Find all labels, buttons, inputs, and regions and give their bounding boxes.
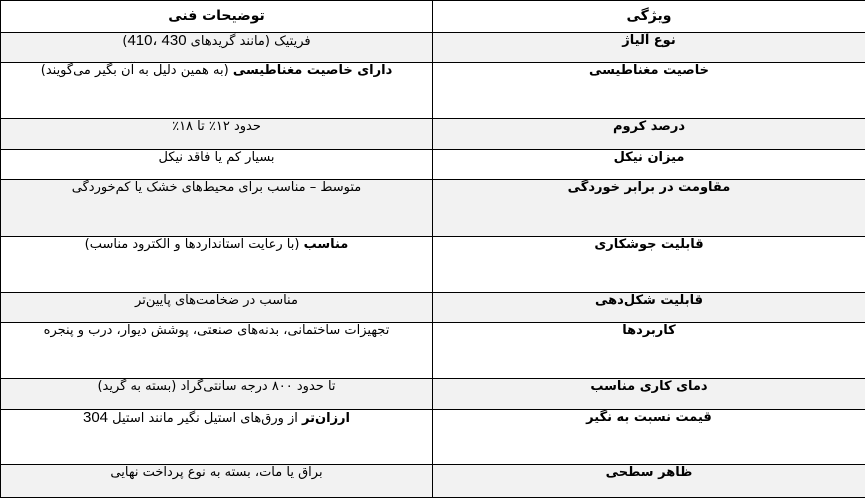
table-row xyxy=(1,119,865,150)
table-row xyxy=(1,150,865,180)
description-cell xyxy=(1,465,433,498)
description-number: 430 ،410 xyxy=(127,32,187,49)
description-cell xyxy=(1,379,433,410)
description-text: تا حدود ۸۰۰ درجه سانتی‌گراد (بسته به گرید) xyxy=(97,379,336,394)
description-cell xyxy=(1,237,433,293)
header-feature: ویژگی xyxy=(433,1,865,33)
feature-cell: قابلیت شکل‌دهی xyxy=(433,293,865,323)
description-cell xyxy=(1,150,433,180)
feature-cell: درصد کروم xyxy=(433,119,865,150)
description-text: ) xyxy=(122,34,128,49)
table-row xyxy=(1,293,865,323)
feature-cell: دمای کاری مناسب xyxy=(433,379,865,410)
table-row xyxy=(1,465,865,498)
feature-cell: قابلیت جوشکاری xyxy=(433,237,865,293)
description-cell xyxy=(1,323,433,379)
header-description: توضیحات فنی xyxy=(1,1,433,33)
description-cell xyxy=(1,410,433,465)
feature-cell: کاربردها xyxy=(433,323,865,379)
description-text: براق یا مات، بسته به نوع پرداخت نهایی xyxy=(110,465,323,480)
feature-cell: مقاومت در برابر خوردگی xyxy=(433,180,865,237)
table-row xyxy=(1,33,865,63)
description-cell xyxy=(1,63,433,119)
description-text: (به همین دلیل به آن بگیر می‌گویند) xyxy=(40,63,233,78)
description-text: مناسب در ضخامت‌های پایین‌تر xyxy=(135,293,298,308)
header-row xyxy=(1,1,865,33)
feature-cell: میزان نیکل xyxy=(433,150,865,180)
feature-cell: خاصیت مغناطیسی xyxy=(433,63,865,119)
description-text: (با رعایت استانداردها و الکترود مناسب) xyxy=(84,237,304,252)
description-text: از ورق‌های استیل نگیر مانند استیل xyxy=(108,411,303,426)
feature-cell: ظاهر سطحی xyxy=(433,465,865,498)
feature-cell: نوع آلیاژ xyxy=(433,33,865,63)
table-row xyxy=(1,323,865,379)
description-emphasis: ارزان‌تر xyxy=(302,411,350,426)
table-row xyxy=(1,410,865,465)
table-body xyxy=(1,33,865,498)
description-cell xyxy=(1,293,433,323)
table-row xyxy=(1,237,865,293)
description-text: تجهیزات ساختمانی، بدنه‌های صنعتی، پوشش دیوار، درب و پنجره xyxy=(43,323,390,338)
description-text: فریتیک (مانند گریدهای xyxy=(186,34,311,49)
description-emphasis: دارای خاصیت مغناطیسی xyxy=(232,63,393,78)
table-row xyxy=(1,63,865,119)
description-emphasis: مناسب xyxy=(303,237,349,252)
description-text: حدود ۱۲٪ تا ۱۸٪ xyxy=(172,119,261,134)
description-cell xyxy=(1,33,433,63)
table-row xyxy=(1,180,865,237)
feature-cell: قیمت نسبت به نگیر xyxy=(433,410,865,465)
description-text: بسیار کم یا فاقد نیکل xyxy=(158,150,275,165)
description-text: متوسط – مناسب برای محیط‌های خشک یا کم‌خوردگی xyxy=(71,180,362,195)
description-cell xyxy=(1,119,433,150)
description-cell xyxy=(1,180,433,237)
description-number: 304 xyxy=(82,409,109,426)
table-row xyxy=(1,379,865,410)
